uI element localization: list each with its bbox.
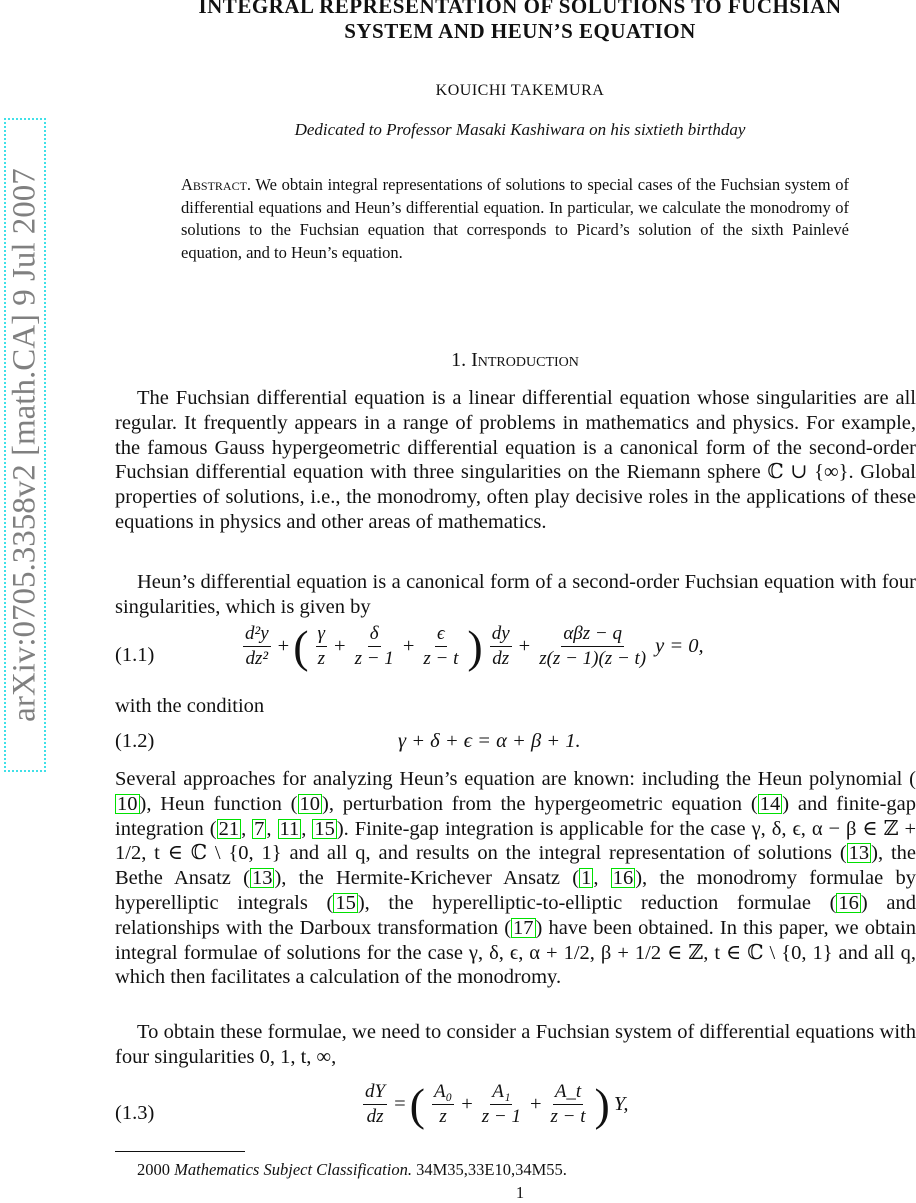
operator: +	[277, 635, 290, 657]
paragraph	[115, 386, 916, 535]
equation-number: (1.3)	[115, 1102, 155, 1124]
footnote-year: 2000	[137, 1160, 170, 1179]
equation-number: (1.2)	[115, 730, 155, 752]
citation-link[interactable]: 10	[117, 792, 138, 815]
denominator: z − 1	[481, 1106, 521, 1127]
paragraph-text: The Fuchsian differential equation is a linear differential equation whose singularities are all regular. It frequently appears in a range of problems in mathematics and physics. For example, the famous Gauss hypergeometric differential equation is a canonical form of the second-order Fuchsian differential equation with three singularities on the Riemann sphere ℂ ∪ {∞}. Global properties of solutions, i.e., the monodromy, often play decisive roles in the applications of these equations in physics and other areas of mathematics.	[115, 387, 916, 533]
paragraph-text: ). Finite-gap integration is applicable for the case γ, δ, ϵ, α − β ∈ ℤ + 1/2, t ∈ ℂ \ {0, 1} and all q, and results on the integral representation of solutions (	[115, 817, 916, 865]
paragraph-text: ), perturbation from the hypergeometric equation (	[322, 792, 758, 815]
paragraph	[115, 570, 916, 620]
abstract-label: Abstract.	[181, 175, 252, 194]
paragraph-text: with the condition	[115, 695, 265, 717]
citation-link[interactable]: 14	[759, 792, 781, 815]
footnote-codes: 34M35,33E10,34M55.	[411, 1160, 567, 1179]
numerator: αβz − q	[561, 622, 624, 647]
paragraph-text: ,	[266, 817, 278, 840]
paper-title	[100, 0, 916, 44]
numerator: γ	[316, 622, 328, 647]
paragraph-text: ) and finite-gap integration (	[115, 792, 916, 840]
denominator: z	[439, 1106, 447, 1127]
numerator: A_t	[553, 1080, 583, 1105]
denominator: z	[317, 648, 325, 669]
paragraph-text: To obtain these formulae, we need to consider a Fuchsian system of differential equations with four singularities 0, 1, t, ∞,	[115, 1021, 916, 1068]
citation-link[interactable]: 15	[335, 891, 356, 914]
equation-1-2	[115, 730, 916, 756]
equation-1-3	[115, 1078, 916, 1146]
citation-link[interactable]: 1	[581, 867, 592, 890]
citation-link[interactable]: 16	[838, 891, 859, 914]
citation-link[interactable]: 13	[251, 867, 273, 890]
operator: =	[394, 1093, 406, 1115]
denominator: z − t	[550, 1106, 586, 1127]
numerator: d²y	[243, 622, 271, 647]
equation-number: (1.1)	[115, 644, 155, 666]
citation-link[interactable]: 13	[848, 842, 870, 865]
arxiv-stamp-text: arXiv:0705.3358v2 [math.CA] 9 Jul 2007	[6, 168, 43, 722]
paragraph-text: ), Heun function (	[139, 792, 298, 815]
denominator: dz²	[245, 648, 269, 669]
numerator: dY	[363, 1080, 387, 1105]
equation-body: $\frac{\text{d²y}}{\text{dz²}}$ + ( $\frac{\gamma}{z}$ + $\frac{\delta}{z - 1}$ + $\frac{\epsilon}{z - t}$ ) $\frac{dy}{dz}$ + $\frac{\text{αβz − q}}{z(z - 1)(z - t)}$ y = 0,	[245, 620, 704, 672]
numerator: δ	[368, 622, 381, 647]
paragraph-text: ,	[593, 867, 611, 890]
citation-link[interactable]: 7	[254, 817, 265, 840]
abstract	[181, 174, 849, 264]
numerator: ϵ	[435, 622, 447, 647]
abstract-text: We obtain integral representations of solutions to special cases of the Fuchsian system of differential equations and Heun’s differential equation. In particular, we calculate the monodromy of solutions to the Fuchsian equation that corresponds to Picard’s solution of the sixth Painlevé equation, and to Heun’s equation.	[181, 175, 849, 262]
paragraph-text: ), the monodromy formulae by hyperelliptic integrals (	[115, 867, 916, 914]
citation-link[interactable]: 11	[279, 817, 300, 840]
denominator: z(z − 1)(z − t)	[539, 648, 647, 669]
numerator: dy	[490, 622, 512, 647]
footnote	[137, 1160, 567, 1180]
title-line-1: INTEGRAL REPRESENTATION OF SOLUTIONS TO FUCHSIAN	[198, 0, 842, 18]
citation-link[interactable]: 16	[612, 867, 634, 890]
denominator: dz	[492, 648, 510, 669]
equation-1-1	[115, 622, 916, 694]
equation-tail: Y,	[613, 1093, 629, 1115]
paragraph-text: ), the Bethe Ansatz (	[115, 842, 916, 890]
denominator: z − 1	[354, 648, 394, 669]
title-line-2: SYSTEM AND HEUN’S EQUATION	[344, 19, 696, 43]
numerator: A₀	[432, 1080, 454, 1105]
citation-link[interactable]: 15	[314, 817, 335, 840]
citation-link[interactable]: 10	[299, 792, 320, 815]
paragraph-text: Heun’s differential equation is a canonical form of a second-order Fuchsian equation with four singularities, which is given by	[115, 571, 916, 618]
paragraph	[115, 694, 916, 719]
paragraph-text: ), the Hermite-Krichever Ansatz (	[274, 867, 580, 890]
citation-link[interactable]: 21	[218, 817, 240, 840]
equation-tail: y = 0,	[655, 635, 704, 657]
equation-body: γ + δ + ϵ = α + β + 1.	[398, 730, 581, 752]
paragraph	[115, 767, 916, 990]
equation-body: $\frac{dY}{dz}$ = ( $\frac{\text{A₀}}{z}$ + $\frac{\text{A₁}}{z - 1}$ + $\frac{A\_t}{z - t}$ ) Y,	[365, 1078, 629, 1130]
paragraph	[115, 1020, 916, 1070]
paragraph-text: ) have been obtained. In this paper, we obtain integral formulae of solutions for the case γ, δ, ϵ, α + 1/2, β + 1/2 ∈ ℤ, t ∈ ℂ \ {0, 1} and all q, which then facilitates a calculation of the monodromy.	[115, 916, 916, 989]
paragraph-text: ), the hyperelliptic-to-elliptic reduction formulae (	[357, 891, 837, 914]
author: KOUICHI TAKEMURA	[435, 82, 605, 99]
paragraph-text: ,	[301, 817, 313, 840]
page-number: 1	[515, 1183, 525, 1202]
dedication: Dedicated to Professor Masaki Kashiwara on his sixtieth birthday	[294, 120, 746, 139]
citation-link[interactable]: 17	[513, 916, 534, 939]
denominator: z − t	[423, 648, 459, 669]
section-heading: 1. Introduction	[451, 349, 579, 371]
numerator: A₁	[490, 1080, 512, 1105]
paragraph-text: Several approaches for analyzing Heun’s equation are known: including the Heun polynomial (	[115, 768, 916, 790]
footnote-label: Mathematics Subject Classification.	[174, 1160, 412, 1179]
arxiv-stamp	[4, 118, 46, 772]
paragraph-text: ) and relationships with the Darboux transformation (	[115, 891, 916, 939]
denominator: dz	[366, 1106, 384, 1127]
footnote-rule	[115, 1151, 245, 1152]
paragraph-text: ,	[241, 817, 253, 840]
